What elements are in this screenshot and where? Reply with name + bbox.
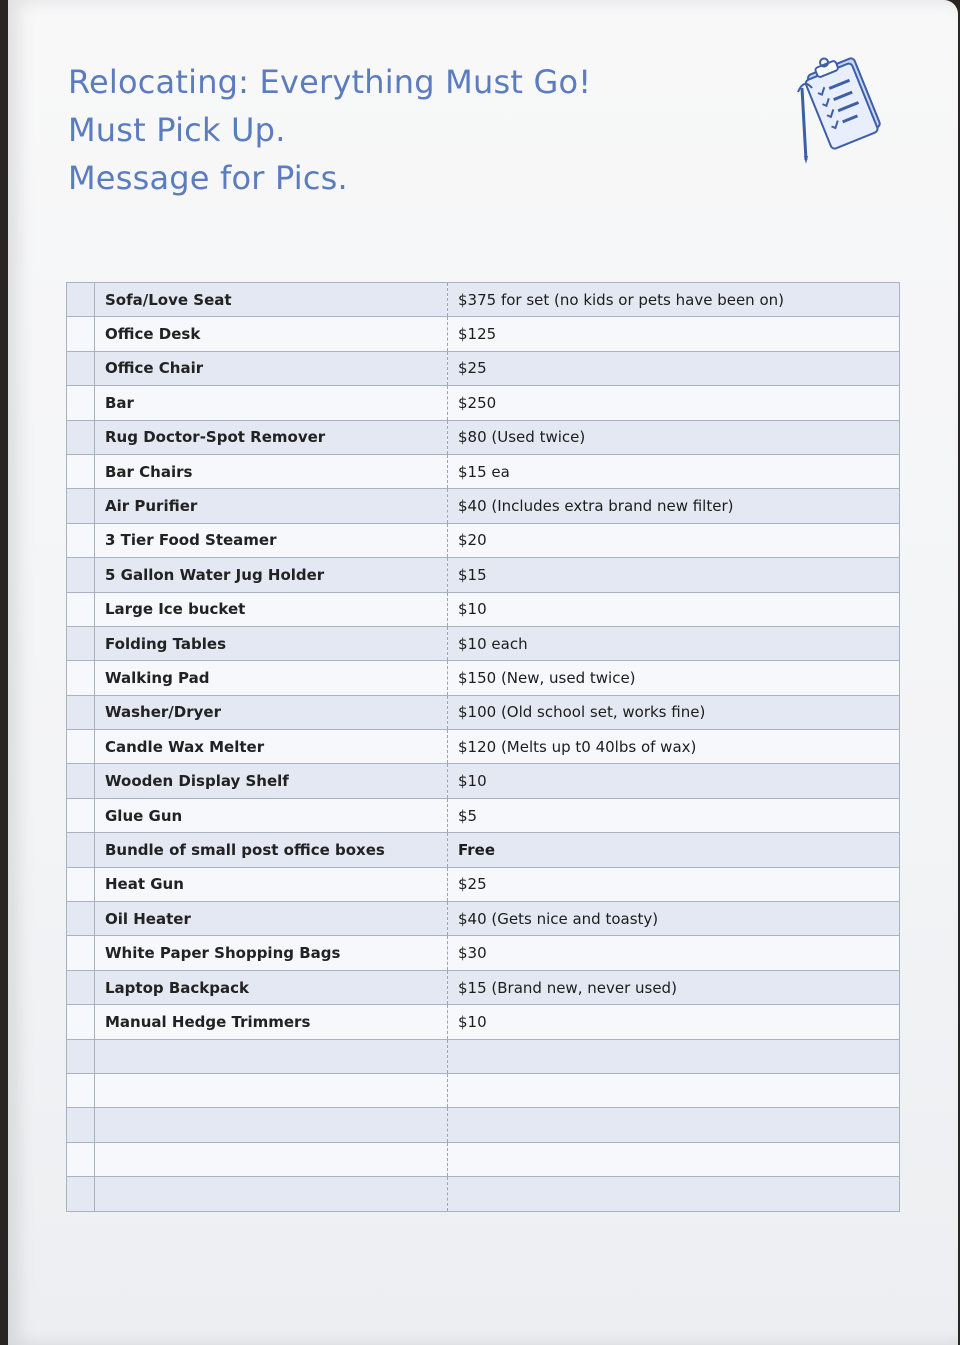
table-row (67, 592, 900, 626)
item-price-cell (448, 1177, 900, 1211)
row-marker-cell (67, 970, 95, 1004)
item-price-cell: $375 for set (no kids or pets have been on) (448, 283, 900, 317)
item-price-cell: $125 (448, 317, 900, 351)
item-name-cell (95, 1177, 448, 1211)
row-marker-cell (67, 936, 95, 970)
empty-table-row (67, 1073, 900, 1107)
table-row (67, 764, 900, 798)
item-name-cell: Bundle of small post office boxes (95, 833, 448, 867)
table-row (67, 730, 900, 764)
row-marker-cell (67, 1142, 95, 1176)
item-name-cell: Bar (95, 386, 448, 420)
item-price-cell: Free (448, 833, 900, 867)
table-row (67, 661, 900, 695)
table-row (67, 1005, 900, 1039)
row-marker-cell (67, 695, 95, 729)
item-name-cell: Oil Heater (95, 902, 448, 936)
row-marker-cell (67, 386, 95, 420)
item-price-cell (448, 1108, 900, 1142)
item-price-cell: $40 (Includes extra brand new filter) (448, 489, 900, 523)
table-row (67, 317, 900, 351)
item-name-cell: Bar Chairs (95, 454, 448, 488)
heading-line-relocating: Relocating: Everything Must Go! (68, 63, 592, 101)
heading-line-pickup: Must Pick Up. (68, 111, 286, 149)
row-marker-cell (67, 523, 95, 557)
table-row (67, 902, 900, 936)
item-name-cell: Office Desk (95, 317, 448, 351)
item-name-cell: 3 Tier Food Steamer (95, 523, 448, 557)
table-row (67, 970, 900, 1004)
item-price-cell: $10 each (448, 626, 900, 660)
row-marker-cell (67, 592, 95, 626)
item-name-cell: Office Chair (95, 351, 448, 385)
item-price-cell: $30 (448, 936, 900, 970)
item-price-cell: $10 (448, 592, 900, 626)
item-name-cell: Rug Doctor-Spot Remover (95, 420, 448, 454)
item-price-cell (448, 1142, 900, 1176)
item-name-cell (95, 1073, 448, 1107)
row-marker-cell (67, 833, 95, 867)
row-marker-cell (67, 730, 95, 764)
flyer-heading (68, 58, 591, 202)
item-name-cell: Large Ice bucket (95, 592, 448, 626)
row-marker-cell (67, 351, 95, 385)
item-name-cell: Washer/Dryer (95, 695, 448, 729)
row-marker-cell (67, 661, 95, 695)
table-row (67, 351, 900, 385)
table-row (67, 558, 900, 592)
empty-table-row (67, 1177, 900, 1211)
table-row (67, 798, 900, 832)
item-price-cell (448, 1039, 900, 1073)
row-marker-cell (67, 902, 95, 936)
item-price-cell: $15 (448, 558, 900, 592)
paper-sheet (8, 0, 958, 1345)
item-price-cell: $100 (Old school set, works fine) (448, 695, 900, 729)
item-price-cell: $15 ea (448, 454, 900, 488)
item-price-cell: $10 (448, 1005, 900, 1039)
item-price-cell: $40 (Gets nice and toasty) (448, 902, 900, 936)
row-marker-cell (67, 317, 95, 351)
table-row (67, 695, 900, 729)
item-name-cell (95, 1108, 448, 1142)
row-marker-cell (67, 764, 95, 798)
row-marker-cell (67, 1108, 95, 1142)
table-row (67, 867, 900, 901)
table-row (67, 454, 900, 488)
item-name-cell: Wooden Display Shelf (95, 764, 448, 798)
item-name-cell: 5 Gallon Water Jug Holder (95, 558, 448, 592)
row-marker-cell (67, 1073, 95, 1107)
item-price-cell: $120 (Melts up t0 40lbs of wax) (448, 730, 900, 764)
row-marker-cell (67, 798, 95, 832)
item-name-cell: Walking Pad (95, 661, 448, 695)
item-price-cell: $15 (Brand new, never used) (448, 970, 900, 1004)
item-name-cell: Manual Hedge Trimmers (95, 1005, 448, 1039)
row-marker-cell (67, 1177, 95, 1211)
row-marker-cell (67, 489, 95, 523)
clipboard-checklist-icon (788, 48, 892, 172)
item-name-cell: White Paper Shopping Bags (95, 936, 448, 970)
table-row (67, 936, 900, 970)
table-row (67, 626, 900, 660)
item-price-cell: $20 (448, 523, 900, 557)
for-sale-list-table (66, 282, 900, 1212)
table-row (67, 833, 900, 867)
empty-table-row (67, 1108, 900, 1142)
item-price-cell: $10 (448, 764, 900, 798)
item-name-cell (95, 1142, 448, 1176)
heading-line-pics: Message for Pics. (68, 159, 348, 197)
item-name-cell: Sofa/Love Seat (95, 283, 448, 317)
row-marker-cell (67, 283, 95, 317)
table-row (67, 420, 900, 454)
item-name-cell: Heat Gun (95, 867, 448, 901)
item-price-cell: $250 (448, 386, 900, 420)
empty-table-row (67, 1039, 900, 1073)
item-price-cell: $80 (Used twice) (448, 420, 900, 454)
empty-table-row (67, 1142, 900, 1176)
item-price-cell: $25 (448, 351, 900, 385)
row-marker-cell (67, 626, 95, 660)
table-row (67, 283, 900, 317)
item-name-cell: Air Purifier (95, 489, 448, 523)
row-marker-cell (67, 454, 95, 488)
item-name-cell (95, 1039, 448, 1073)
item-name-cell: Candle Wax Melter (95, 730, 448, 764)
row-marker-cell (67, 420, 95, 454)
item-name-cell: Folding Tables (95, 626, 448, 660)
row-marker-cell (67, 1039, 95, 1073)
table-row (67, 386, 900, 420)
row-marker-cell (67, 558, 95, 592)
row-marker-cell (67, 867, 95, 901)
item-name-cell: Glue Gun (95, 798, 448, 832)
row-marker-cell (67, 1005, 95, 1039)
item-name-cell: Laptop Backpack (95, 970, 448, 1004)
item-price-cell: $5 (448, 798, 900, 832)
table-row (67, 523, 900, 557)
item-price-cell (448, 1073, 900, 1107)
item-price-cell: $25 (448, 867, 900, 901)
item-price-cell: $150 (New, used twice) (448, 661, 900, 695)
table-row (67, 489, 900, 523)
